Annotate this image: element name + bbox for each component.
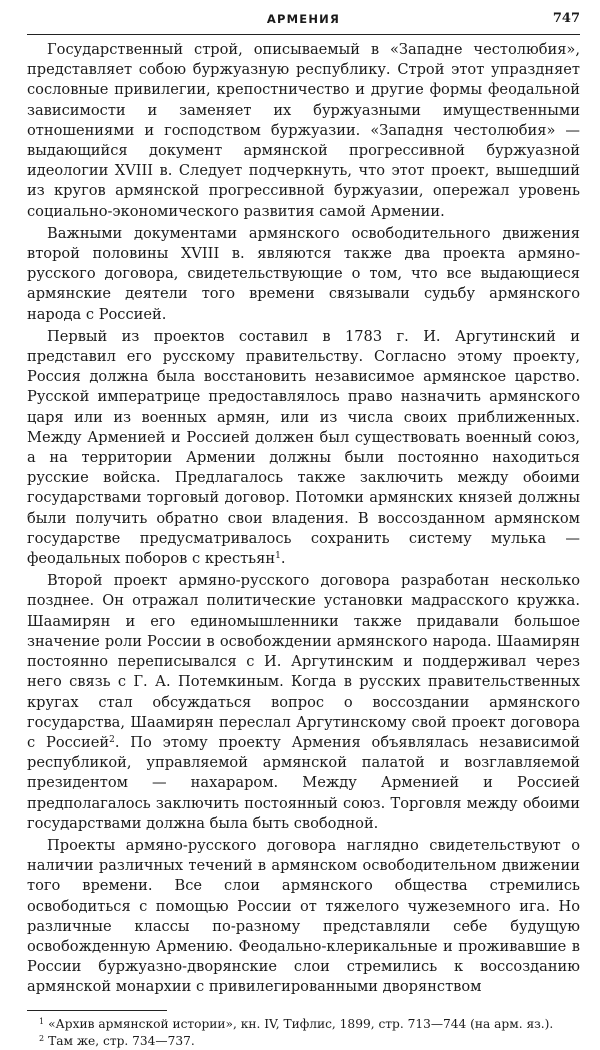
paragraph-text: Государственный строй, описываемый в «Западне честолюбия», представляет собою буржуазную республику. Строй этот упраздняет сословные привилегии, крепостничество и другие формы феодальной зависимости и заменяет их буржуазными имущественными отношениями и господством буржуазии. «Западня честолюбия» — выдающийся документ армянской прогрессивной буржуазной идеологии XVIII в. Следует подчеркнуть, что этот проект, вышедший из кругов армянской прогрессивной буржуазии, опережал уровень социально-экономического развития самой Армении. [27,41,580,220]
footnote-separator [27,1010,167,1011]
paragraph-4 [27,571,580,834]
paragraph-tail: . [280,550,286,568]
page-header [27,0,580,40]
paragraph-text: Первый из проектов составил в 1783 г. И. Аргутинский и представил его русскому правительству. Согласно этому проекту, Россия должна была восстановить независимое армянское царство. Русской императрице предоставлялось право назначить армянского царя или из военных армян, или из числа своих приближенных. Между Арменией и Россией должен был существовать военный союз, а на территории Армении должны были постоянно находиться русские войска. Предлагалось также заключить между обоими государствами торговый договор. Потомки армянских князей должны были получить обратно свои владения. В воссозданном армянском государстве предусматривалось сохранить систему мулька — феодальных поборов с крестьян [27,327,580,568]
footnote-ref-2[interactable]: 2 [109,734,115,745]
footnote-1 [27,1016,580,1033]
footnote-text: «Архив армянской истории», кн. IV, Тифлис, 1899, стр. 713—744 (на арм. яз.). [48,1016,554,1031]
paragraph-text: Второй проект армяно-русского договора разработан несколько позднее. Он отражал политические установки мадрасского кружка. Шаамирян и его единомышленники также придавали большое значение роли России в освобождении армянского народа. Шаамирян постоянно переписывался с И. Аргутинским и поддерживал через него связь с Г. А. Потемкиным. Когда в русских правительственных кругах стал обсуждаться вопрос о воссоздании армянского государства, Шаамирян переслал Аргутинскому свой проект договора с Россией [27,572,580,751]
body-text [27,40,580,998]
footnote-mark: 1 [39,1016,45,1026]
header-rule [27,34,580,35]
paragraph-3 [27,327,580,569]
running-title: АРМЕНИЯ [266,12,341,26]
footnote-mark: 2 [39,1033,45,1043]
page-number: 747 [552,11,580,26]
paragraph-tail: . По этому проекту Армения объявлялась независимой республикой, управляемой армянской палатой и возглавляемой президентом — нахараром. Между Арменией и Россией предполагалось заключить постоянный союз. Торговля между обоими государствами должна была быть свободной. [27,733,580,832]
footnotes [27,1016,580,1050]
paragraph-5 [27,836,580,998]
footnote-2 [27,1033,580,1050]
paragraph-1 [27,40,580,222]
paragraph-text: Важными документами армянского освободительного движения второй половины XVIII в. являются также два проекта армяно-русского договора, свидетельствующие о том, что все выдающиеся армянские деятели того времени связывали судьбу армянского народа с Россией. [27,224,580,323]
footnote-text: Там же, стр. 734—737. [48,1033,195,1048]
paragraph-2 [27,224,580,325]
footnote-ref-1[interactable]: 1 [275,551,281,562]
paragraph-text: Проекты армяно-русского договора наглядно свидетельствуют о наличии различных течений в армянском освободительном движении того времени. Все слои армянского общества стремились освободиться с помощью России от тяжелого чужеземного ига. Но различные классы по-разному представляли себе будущую освобожденную Армению. Феодально-клерикальные и проживавшие в России буржуазно-дворянские слои стремились к воссозданию армянской монархии с привилегированными дворянством [27,836,580,996]
